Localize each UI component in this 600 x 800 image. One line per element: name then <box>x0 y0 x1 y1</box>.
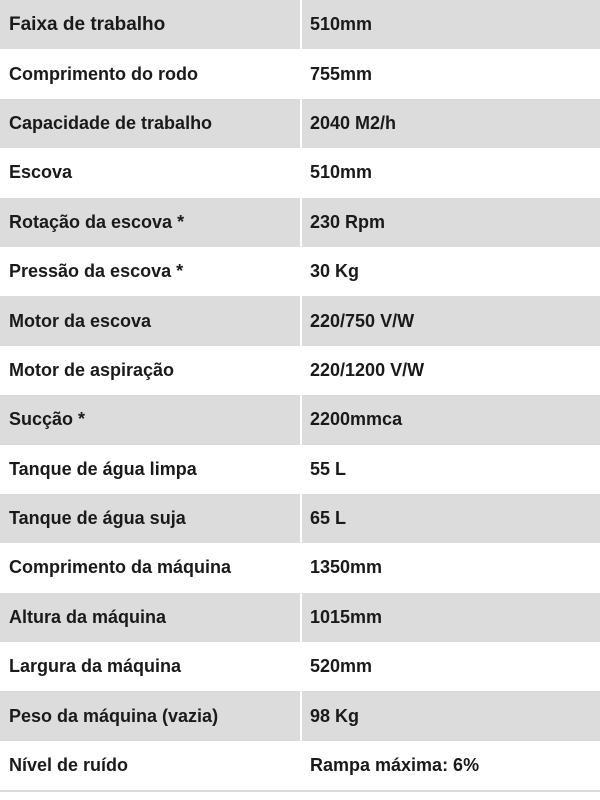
spec-value: 755mm <box>300 49 600 98</box>
table-bottom-divider <box>0 790 600 792</box>
spec-label: Peso da máquina (vazia) <box>9 705 219 726</box>
spec-label: Nível de ruído <box>9 755 129 776</box>
spec-value: 220/1200 V/W <box>300 346 600 395</box>
spec-row <box>0 0 600 49</box>
spec-label: Capacidade de trabalho <box>9 112 213 133</box>
spec-label: Escova <box>9 162 73 183</box>
spec-value: 510mm <box>300 0 600 49</box>
spec-value: 220/750 V/W <box>300 296 600 345</box>
spec-label: Faixa de trabalho <box>9 13 166 35</box>
spec-label: Tanque de água limpa <box>9 458 197 479</box>
spec-value: 1350mm <box>300 543 600 592</box>
spec-label: Largura da máquina <box>9 656 182 677</box>
spec-value: Rampa máxima: 6% <box>300 741 600 790</box>
spec-value: 230 Rpm <box>300 198 600 247</box>
spec-row <box>0 198 600 247</box>
spec-label: Sucção * <box>9 409 86 430</box>
spec-row <box>0 445 600 494</box>
spec-row <box>0 99 600 148</box>
spec-row <box>0 247 600 296</box>
spec-value: 98 Kg <box>300 691 600 740</box>
spec-value: 65 L <box>300 494 600 543</box>
spec-row <box>0 741 600 790</box>
spec-label: Tanque de água suja <box>9 508 186 529</box>
spec-row <box>0 346 600 395</box>
spec-row <box>0 296 600 345</box>
spec-row <box>0 49 600 98</box>
spec-value: 520mm <box>300 642 600 691</box>
spec-row <box>0 691 600 740</box>
spec-value: 55 L <box>300 445 600 494</box>
spec-label: Altura da máquina <box>9 606 167 627</box>
spec-row <box>0 148 600 197</box>
spec-value: 2200mmca <box>300 395 600 444</box>
spec-row <box>0 642 600 691</box>
spec-row <box>0 543 600 592</box>
spec-row <box>0 593 600 642</box>
spec-value: 510mm <box>300 148 600 197</box>
spec-value: 2040 M2/h <box>300 99 600 148</box>
spec-value: 1015mm <box>300 593 600 642</box>
spec-label: Comprimento do rodo <box>9 63 198 84</box>
spec-row <box>0 494 600 543</box>
spec-label: Pressão da escova * <box>9 261 184 282</box>
spec-label: Motor de aspiração <box>9 359 175 380</box>
spec-label: Comprimento da máquina <box>9 557 232 578</box>
spec-label: Rotação da escova * <box>9 211 185 232</box>
spec-value: 30 Kg <box>300 247 600 296</box>
spec-label: Motor da escova <box>9 310 152 331</box>
spec-row <box>0 395 600 444</box>
